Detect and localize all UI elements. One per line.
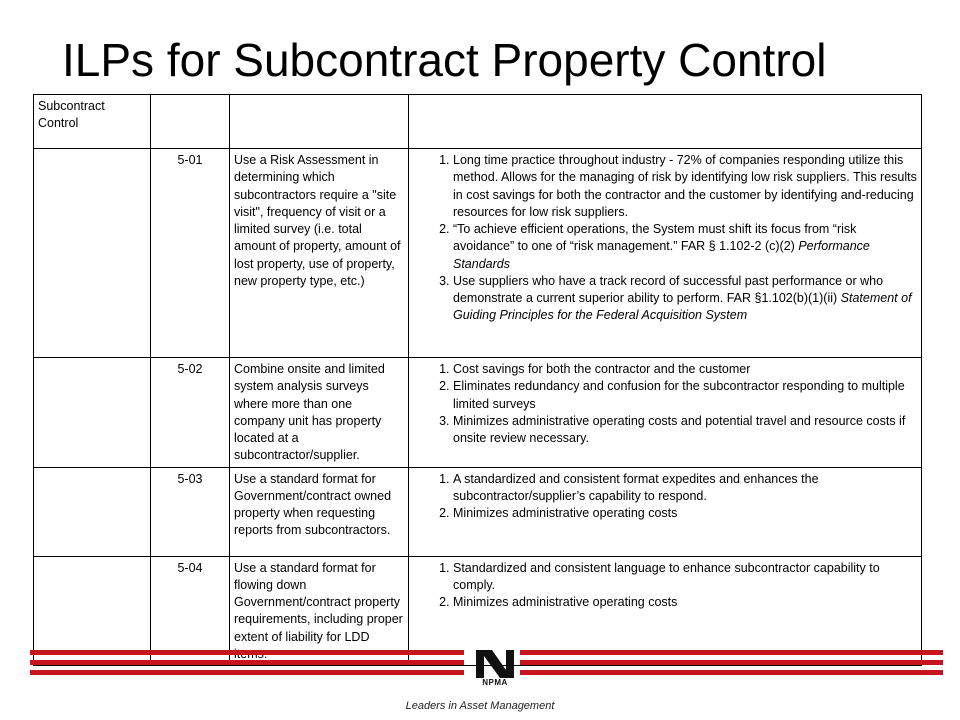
benefits-list	[413, 361, 918, 447]
empty-header-cell	[230, 95, 409, 149]
benefit-text: Eliminates redundancy and confusion for the subcontractor responding to multiple limited surveys	[453, 379, 905, 411]
benefit-note: Performance Standards	[453, 239, 870, 271]
benefit-item	[453, 505, 918, 522]
logo-text: NPMA	[482, 678, 508, 687]
benefit-item	[453, 273, 918, 325]
benefit-item	[453, 152, 918, 221]
benefits-list	[413, 471, 918, 523]
benefit-item	[453, 361, 918, 378]
practice-cell: Use a standard format for Government/contract owned property when requesting reports from subcontractors.	[230, 467, 409, 556]
ilp-id-cell: 5-02	[151, 358, 230, 468]
benefits-list	[413, 152, 918, 325]
practice-cell: Use a Risk Assessment in determining which subcontractors require a "site visit", frequency of visit or a limited survey (i.e. total amount of property, amount of lost property, use of property, new property type, etc.)	[230, 149, 409, 358]
npma-logo	[470, 648, 520, 688]
footer-banner	[30, 650, 943, 688]
benefits-list	[413, 560, 918, 612]
ilp-id-cell: 5-01	[151, 149, 230, 358]
empty-cell	[34, 358, 151, 468]
benefit-text: Standardized and consistent language to enhance subcontractor capability to comply.	[453, 560, 880, 592]
benefit-text: Use suppliers who have a track record of successful past performance or who demonstrate a current superior ability to perform. FAR §1.102(b)(1)(ii)	[453, 273, 884, 305]
empty-header-cell	[151, 95, 230, 149]
empty-header-cell	[409, 95, 922, 149]
benefit-text: Minimizes administrative operating costs and potential travel and resource costs if onsite review necessary.	[453, 413, 906, 445]
ilp-table	[33, 94, 922, 666]
ilp-id-cell: 5-03	[151, 467, 230, 556]
benefit-item	[453, 378, 918, 413]
benefit-item	[453, 471, 918, 506]
practice-cell: Combine onsite and limited system analysis surveys where more than one company unit has property located at a subcontractor/supplier.	[230, 358, 409, 468]
practice-cell: Use a standard format for flowing down Government/contract property requirements, including proper extent of liability for LDD	[230, 556, 409, 666]
empty-cell	[34, 467, 151, 556]
benefit-text: Minimizes administrative operating costs	[453, 595, 678, 609]
footer-tagline: Leaders in Asset Management	[405, 700, 555, 712]
benefits-cell	[409, 149, 922, 358]
benefits-cell	[409, 358, 922, 468]
benefit-item	[453, 413, 918, 448]
benefit-text: “To achieve efficient operations, the System must shift its focus from “risk avoidance” to one of “risk management.” FAR § 1.102-2 (c)(2)	[453, 222, 857, 254]
empty-cell	[34, 149, 151, 358]
benefit-item	[453, 221, 918, 273]
benefit-text: Minimizes administrative operating costs	[453, 506, 678, 520]
benefit-text: Long time practice throughout industry - 72% of companies responding utilize this method. Allows for the managing of risk by identifying low risk suppliers. This results in cost savings for both the contractor and the customer by identifying and-reducing resources for low risk suppliers.	[453, 153, 917, 219]
table-row	[34, 358, 922, 468]
benefit-text: Cost savings for both the contractor and the customer	[453, 362, 751, 376]
page-title: ILPs for Subcontract Property Control	[62, 34, 827, 86]
benefits-cell	[409, 467, 922, 556]
table-row	[34, 467, 922, 556]
npma-logo-icon	[470, 648, 520, 680]
benefit-text: A standardized and consistent format expedites and enhances the subcontractor/supplier’s capability to respond.	[453, 471, 819, 503]
category-header-cell: Subcontract Control	[34, 95, 151, 149]
benefit-item	[453, 594, 918, 611]
benefit-item	[453, 560, 918, 595]
table-header-row	[34, 95, 922, 149]
table-row	[34, 149, 922, 358]
ilp-id-cell: 5-04	[151, 556, 230, 666]
benefit-note: Statement of Guiding Principles for the Federal Acquisition System	[453, 291, 912, 323]
